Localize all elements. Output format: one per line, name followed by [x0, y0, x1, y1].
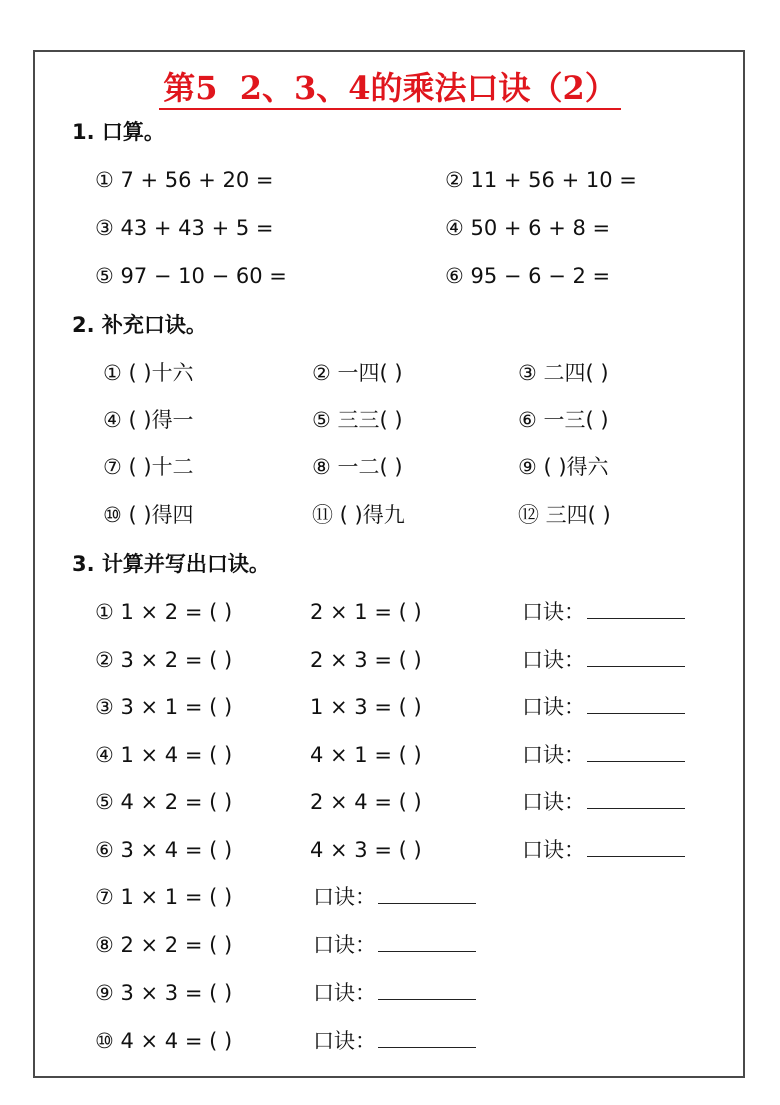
koujue-answer-7 [313, 883, 476, 911]
answer-line[interactable] [587, 598, 685, 619]
mental-math-6: ⑥ 95 − 6 − 2 = [445, 264, 611, 288]
koujue-fill-8: ⑧ 一二( ) [312, 455, 403, 479]
calc-row-10-a: ⑩ 4 × 4 = ( ) [95, 1029, 233, 1053]
worksheet-title [0, 68, 780, 108]
koujue-label: 口诀： [313, 981, 376, 1005]
koujue-fill-2: ② 一四( ) [312, 361, 403, 385]
koujue-fill-9: ⑨ ( )得六 [518, 455, 609, 479]
koujue-answer-5 [522, 788, 685, 816]
koujue-fill-11: ⑪ ( )得九 [312, 503, 405, 527]
title-text: 第5 2、3、4的乘法口诀（2） [159, 69, 621, 110]
answer-line[interactable] [378, 883, 476, 904]
koujue-fill-3: ③ 二四( ) [518, 361, 609, 385]
koujue-answer-1 [522, 598, 685, 626]
calc-row-9-a: ⑨ 3 × 3 = ( ) [95, 981, 233, 1005]
koujue-answer-3 [522, 693, 685, 721]
koujue-fill-6: ⑥ 一三( ) [518, 408, 609, 432]
calc-row-7-a: ⑦ 1 × 1 = ( ) [95, 885, 233, 909]
koujue-fill-10: ⑩ ( )得四 [103, 503, 194, 527]
calc-row-2-a: ② 3 × 2 = ( ) [95, 648, 233, 672]
mental-math-4: ④ 50 + 6 + 8 = [445, 216, 611, 240]
answer-line[interactable] [587, 741, 685, 762]
koujue-label: 口诀： [522, 695, 585, 719]
koujue-answer-6 [522, 836, 685, 864]
koujue-label: 口诀： [522, 790, 585, 814]
calc-row-6-b: 4 × 3 = ( ) [310, 838, 422, 862]
koujue-answer-2 [522, 646, 685, 674]
koujue-fill-5: ⑤ 三三( ) [312, 408, 403, 432]
calc-row-6-a: ⑥ 3 × 4 = ( ) [95, 838, 233, 862]
calc-row-5-a: ⑤ 4 × 2 = ( ) [95, 790, 233, 814]
mental-math-3: ③ 43 + 43 + 5 = [95, 216, 274, 240]
koujue-label: 口诀： [313, 1029, 376, 1053]
koujue-fill-7: ⑦ ( )十二 [103, 455, 194, 479]
answer-line[interactable] [587, 788, 685, 809]
koujue-label: 口诀： [522, 838, 585, 862]
section-3-heading: 3. 计算并写出口诀。 [72, 552, 270, 576]
koujue-answer-10 [313, 1027, 476, 1055]
koujue-fill-4: ④ ( )得一 [103, 408, 194, 432]
calc-row-8-a: ⑧ 2 × 2 = ( ) [95, 933, 233, 957]
koujue-label: 口诀： [313, 885, 376, 909]
koujue-answer-9 [313, 979, 476, 1007]
mental-math-1: ① 7 + 56 + 20 = [95, 168, 274, 192]
koujue-answer-8 [313, 931, 476, 959]
koujue-label: 口诀： [522, 743, 585, 767]
mental-math-2: ② 11 + 56 + 10 = [445, 168, 637, 192]
mental-math-5: ⑤ 97 − 10 − 60 = [95, 264, 287, 288]
answer-line[interactable] [378, 979, 476, 1000]
calc-row-5-b: 2 × 4 = ( ) [310, 790, 422, 814]
koujue-answer-4 [522, 741, 685, 769]
calc-row-1-b: 2 × 1 = ( ) [310, 600, 422, 624]
koujue-label: 口诀： [522, 648, 585, 672]
koujue-fill-1: ① ( )十六 [103, 361, 194, 385]
answer-line[interactable] [378, 931, 476, 952]
section-2-heading: 2. 补充口诀。 [72, 313, 207, 337]
koujue-fill-12: ⑫ 三四( ) [518, 503, 611, 527]
koujue-label: 口诀： [313, 933, 376, 957]
calc-row-3-a: ③ 3 × 1 = ( ) [95, 695, 233, 719]
answer-line[interactable] [587, 646, 685, 667]
calc-row-4-b: 4 × 1 = ( ) [310, 743, 422, 767]
calc-row-2-b: 2 × 3 = ( ) [310, 648, 422, 672]
answer-line[interactable] [587, 693, 685, 714]
calc-row-4-a: ④ 1 × 4 = ( ) [95, 743, 233, 767]
calc-row-3-b: 1 × 3 = ( ) [310, 695, 422, 719]
calc-row-1-a: ① 1 × 2 = ( ) [95, 600, 233, 624]
answer-line[interactable] [378, 1027, 476, 1048]
section-1-heading: 1. 口算。 [72, 120, 165, 144]
koujue-label: 口诀： [522, 600, 585, 624]
answer-line[interactable] [587, 836, 685, 857]
